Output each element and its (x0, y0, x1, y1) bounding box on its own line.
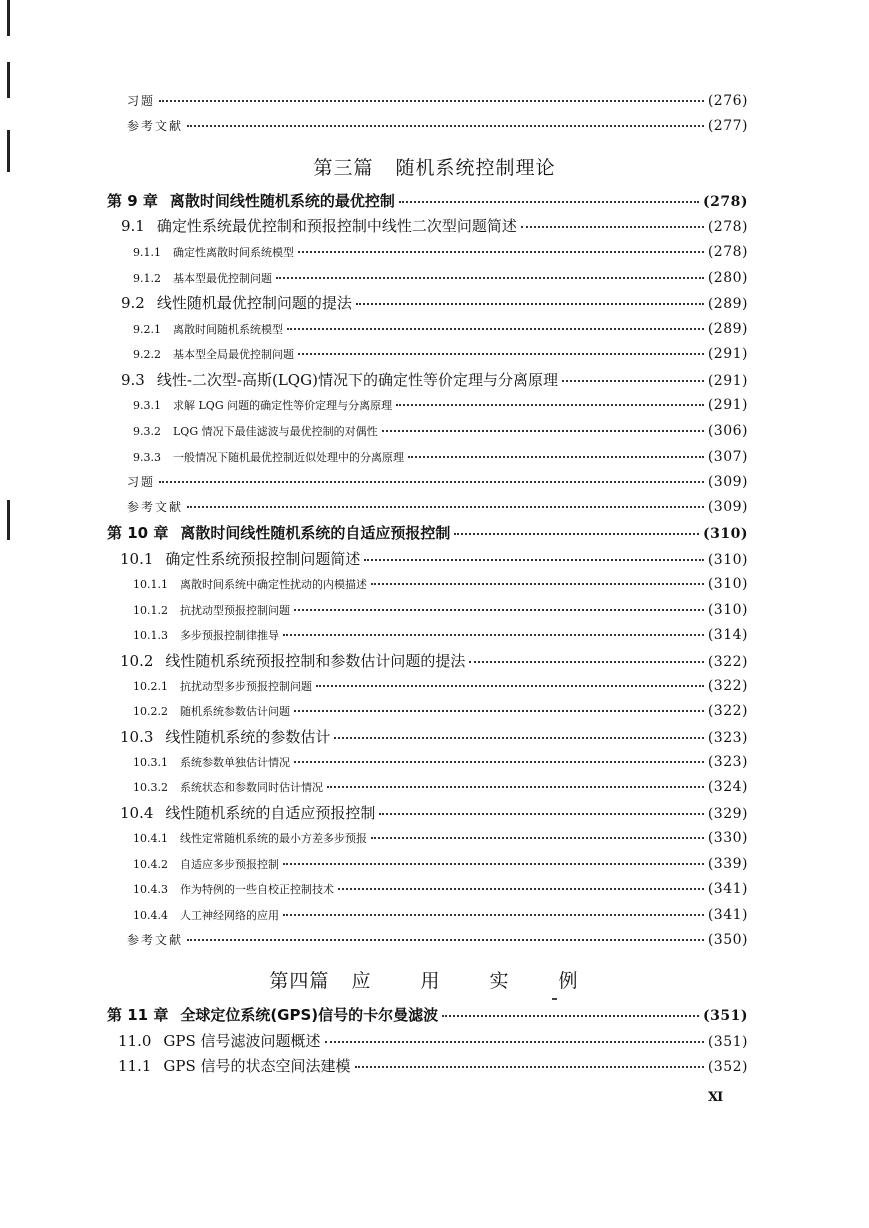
page-number: (291) (707, 397, 748, 413)
page-number: (322) (707, 654, 748, 670)
dot-leader (371, 583, 704, 585)
part-title: 随机系统控制理论 (395, 157, 556, 179)
toc-entry-sub[interactable] (133, 398, 748, 412)
dot-leader (364, 559, 703, 561)
entry-title: 多步预报控制律推导 (180, 629, 279, 642)
entry-title: 随机系统参数估计问题 (180, 705, 290, 718)
page-number: (278) (703, 194, 748, 210)
entry-number: 第 9 章 (107, 192, 158, 210)
page-number: (278) (707, 244, 748, 260)
part-heading-4 (0, 966, 869, 993)
entry-title: 参考文献 (127, 119, 184, 133)
entry-title: 线性-二次型-高斯(LQG)情况下的确定性等价定理与分离原理 (156, 371, 558, 389)
toc-entry-section[interactable] (120, 552, 748, 567)
dot-leader (355, 1066, 704, 1068)
page-number: (277) (707, 118, 748, 134)
toc-entry-section[interactable] (120, 730, 748, 745)
toc-entry-sub[interactable] (133, 755, 748, 769)
entry-number: 10.2.2 (133, 705, 168, 718)
toc-entry-sub[interactable] (133, 603, 748, 617)
entry-title: 抗扰动型多步预报控制问题 (180, 680, 312, 693)
entry-number: 10.3 (120, 728, 154, 746)
toc-entry-sub[interactable] (133, 347, 748, 361)
dot-leader (562, 380, 704, 382)
entry-title: 参考文献 (127, 933, 184, 947)
dot-leader (316, 685, 704, 687)
entry-title: 离散时间随机系统模型 (173, 323, 283, 336)
entry-title: 确定性离散时间系统模型 (173, 246, 294, 259)
page-number: (323) (707, 730, 748, 746)
entry-number: 10.1 (120, 550, 154, 568)
toc-entry-section[interactable] (121, 296, 748, 311)
entry-number: 9.3.2 (133, 425, 161, 438)
toc-entry-sub[interactable] (133, 245, 748, 259)
page-number: (314) (707, 627, 748, 643)
entry-number: 9.2 (121, 294, 145, 312)
entry-number: 9.1.2 (133, 272, 161, 285)
page-number: (322) (707, 703, 748, 719)
page-number: (351) (707, 1034, 748, 1050)
entry-number: 10.1.2 (133, 604, 168, 617)
toc-entry-sub[interactable] (133, 424, 748, 438)
toc-entry-section[interactable] (120, 654, 748, 669)
page-number: (351) (703, 1008, 748, 1024)
toc-entry-section[interactable] (118, 1034, 748, 1049)
dot-leader (356, 303, 704, 305)
entry-number: 11.1 (118, 1057, 152, 1075)
toc-entry-sub[interactable] (133, 704, 748, 718)
dot-leader (521, 226, 704, 228)
part-label: 第三篇 (313, 157, 374, 179)
page-number: (310) (703, 526, 748, 542)
entry-title: 自适应多步预报控制 (180, 858, 279, 871)
entry-title: LQG 情况下最佳滤波与最优控制的对偶性 (173, 425, 378, 438)
entry-title: 习题 (127, 94, 156, 108)
toc-entry-chapter[interactable] (107, 526, 748, 541)
toc-entry-backmatter[interactable] (127, 933, 748, 947)
page-number: (323) (707, 754, 748, 770)
dot-leader (442, 1015, 699, 1017)
page-number: (280) (707, 270, 748, 286)
entry-title: 基本型最优控制问题 (173, 272, 272, 285)
toc-entry-sub[interactable] (133, 271, 748, 285)
page-number: (309) (707, 499, 748, 515)
entry-number: 9.1.1 (133, 246, 161, 259)
dot-leader (187, 125, 704, 127)
entry-number: 10.2.1 (133, 680, 168, 693)
page-number: (291) (707, 346, 748, 362)
page-number: (310) (707, 576, 748, 592)
entry-title: 线性定常随机系统的最小方差多步预报 (180, 832, 367, 845)
toc-entry-sub[interactable] (133, 679, 748, 693)
dot-leader (283, 914, 704, 916)
entry-title: 线性随机系统预报控制和参数估计问题的提法 (165, 652, 466, 670)
page-number: (339) (707, 856, 748, 872)
page-number: (278) (707, 219, 748, 235)
toc-entry-sub[interactable] (133, 780, 748, 794)
dot-leader (379, 813, 703, 815)
entry-title: 线性随机最优控制问题的提法 (156, 294, 352, 312)
page-number: (324) (707, 779, 748, 795)
entry-number: 10.2 (120, 652, 154, 670)
toc-entry-sub[interactable] (133, 577, 748, 591)
dot-leader (454, 533, 699, 535)
toc-entry-backmatter[interactable] (127, 500, 748, 514)
entry-title: 确定性系统预报控制问题简述 (165, 550, 361, 568)
entry-number: 10.4.1 (133, 832, 168, 845)
page-number: (310) (707, 552, 748, 568)
toc-entry-backmatter[interactable] (127, 475, 748, 489)
dot-leader (325, 1041, 704, 1043)
entry-title: 离散时间线性随机系统的自适应预报控制 (180, 524, 451, 542)
part-label: 第四篇 (269, 970, 330, 992)
toc-entry-sub[interactable] (133, 450, 748, 464)
entry-title: 求解 LQG 问题的确定性等价定理与分离原理 (173, 399, 393, 412)
page-folio: XI (708, 1090, 723, 1105)
entry-number: 11.0 (118, 1032, 152, 1050)
entry-number: 9.3.1 (133, 399, 161, 412)
entry-number: 10.1.1 (133, 578, 168, 591)
entry-title: 离散时间线性随机系统的最优控制 (169, 192, 395, 210)
toc-entry-sub[interactable] (133, 908, 748, 922)
entry-number: 9.1 (121, 217, 145, 235)
entry-title: 抗扰动型预报控制问题 (180, 604, 290, 617)
page-number: (310) (707, 602, 748, 618)
dot-leader (283, 634, 704, 636)
page-number: (330) (707, 830, 748, 846)
dot-leader (399, 201, 699, 203)
entry-number: 10.1.3 (133, 629, 168, 642)
dot-leader (298, 251, 704, 253)
entry-number: 10.3.2 (133, 781, 168, 794)
entry-number: 10.4 (120, 804, 154, 822)
page-number: (291) (707, 373, 748, 389)
entry-title: 确定性系统最优控制和预报控制中线性二次型问题简述 (156, 217, 517, 235)
entry-number: 9.3.3 (133, 451, 161, 464)
page-number: (289) (707, 296, 748, 312)
entry-title: 线性随机系统的自适应预报控制 (165, 804, 376, 822)
toc-entry-section[interactable] (121, 373, 748, 388)
entry-number: 9.2.1 (133, 323, 161, 336)
toc-entry-backmatter[interactable] (127, 94, 748, 108)
entry-title: 参考文献 (127, 500, 184, 514)
dot-leader (159, 481, 704, 483)
page-number: (322) (707, 678, 748, 694)
entry-number: 第 11 章 (107, 1006, 169, 1024)
page-number: (306) (707, 423, 748, 439)
entry-title: 全球定位系统(GPS)信号的卡尔曼滤波 (180, 1006, 439, 1024)
entry-number: 10.3.1 (133, 756, 168, 769)
entry-title: 系统状态和参数同时估计情况 (180, 781, 323, 794)
entry-title: 线性随机系统的参数估计 (165, 728, 331, 746)
dot-leader (382, 430, 704, 432)
entry-number: 10.4.2 (133, 858, 168, 871)
dot-leader (294, 710, 704, 712)
dot-leader (327, 786, 704, 788)
page-number: (276) (707, 93, 748, 109)
entry-title: 作为特例的一些自校正控制技术 (180, 883, 334, 896)
dot-leader (276, 277, 704, 279)
dot-leader (469, 661, 703, 663)
entry-number: 10.4.4 (133, 909, 168, 922)
entry-title: 基本型全局最优控制问题 (173, 348, 294, 361)
page-number: (352) (707, 1059, 748, 1075)
page-number: (341) (707, 907, 748, 923)
dot-leader (396, 404, 704, 406)
entry-title: 系统参数单独估计情况 (180, 756, 290, 769)
dot-leader (287, 328, 704, 330)
entry-number: 9.3 (121, 371, 145, 389)
dot-leader (371, 837, 704, 839)
toc-entry-section[interactable] (121, 219, 748, 234)
page-number: (350) (707, 932, 748, 948)
toc-entry-section[interactable] (118, 1059, 748, 1074)
toc-entry-sub[interactable] (133, 882, 748, 896)
dot-leader (408, 456, 704, 458)
entry-title: 习题 (127, 475, 156, 489)
entry-title: GPS 信号的状态空间法建模 (163, 1057, 351, 1075)
page-number: (309) (707, 474, 748, 490)
entry-title: GPS 信号滤波问题概述 (163, 1032, 321, 1050)
toc-entry-sub[interactable] (133, 831, 748, 845)
toc-entry-sub[interactable] (133, 857, 748, 871)
dot-leader (334, 737, 703, 739)
part-heading-3 (0, 153, 869, 180)
toc-entry-sub[interactable] (133, 322, 748, 336)
entry-title: 人工神经网络的应用 (180, 909, 279, 922)
toc-entry-backmatter[interactable] (127, 119, 748, 133)
toc-entry-section[interactable] (120, 806, 748, 821)
entry-number: 10.4.3 (133, 883, 168, 896)
entry-title: 一般情况下随机最优控制近似处理中的分离原理 (173, 451, 404, 464)
entry-number: 9.2.2 (133, 348, 161, 361)
dot-leader (187, 506, 704, 508)
dot-leader (298, 353, 704, 355)
page-number: (329) (707, 806, 748, 822)
scan-speck (552, 998, 557, 1000)
toc-entry-sub[interactable] (133, 628, 748, 642)
entry-title: 离散时间系统中确定性扰动的内模描述 (180, 578, 367, 591)
page-number: (307) (707, 449, 748, 465)
part-title: 应 用 实 例 (351, 970, 600, 992)
toc-entry-chapter[interactable] (107, 194, 748, 209)
dot-leader (187, 939, 704, 941)
toc-entry-chapter[interactable] (107, 1008, 748, 1023)
page-number: (289) (707, 321, 748, 337)
dot-leader (283, 863, 704, 865)
page-number: (341) (707, 881, 748, 897)
dot-leader (338, 888, 704, 890)
dot-leader (294, 761, 704, 763)
entry-number: 第 10 章 (107, 524, 169, 542)
dot-leader (294, 609, 704, 611)
dot-leader (159, 100, 704, 102)
